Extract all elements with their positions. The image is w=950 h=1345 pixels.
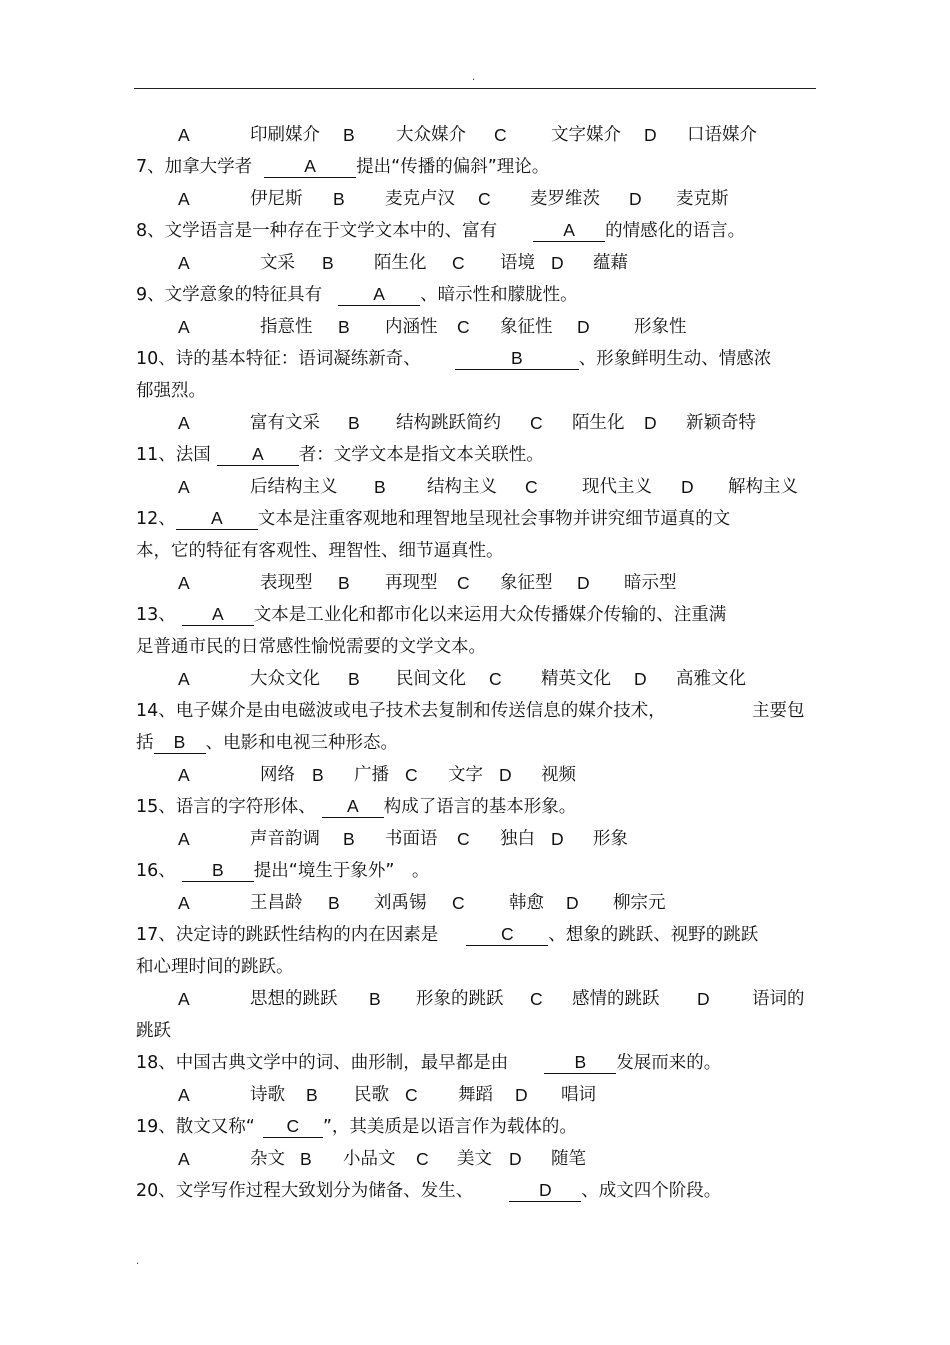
- option-label-a: A: [178, 1085, 190, 1105]
- question-13: [136, 603, 726, 627]
- option-label-b: B: [328, 893, 340, 913]
- option-text-a: 印刷媒介: [250, 125, 320, 145]
- option-label-b: B: [338, 573, 350, 593]
- option-text-c: 韩愈: [509, 893, 544, 913]
- option-text-c: 精英文化: [541, 669, 611, 689]
- option-label-d: D: [566, 893, 579, 913]
- question-9: [136, 283, 578, 307]
- option-text-a: 思想的跳跃: [250, 989, 338, 1009]
- option-text-b: 再现型: [385, 573, 438, 593]
- question-text: 12、: [136, 509, 176, 529]
- question-7: [136, 155, 549, 179]
- option-label-d: D: [644, 413, 657, 433]
- option-label-d: D: [551, 829, 564, 849]
- question-text-after: 者：文学文本是指文本关联性。: [298, 445, 544, 465]
- option-label-a: A: [178, 669, 190, 689]
- question-18: [136, 1051, 721, 1075]
- option-row-17-continued: 跳跃: [136, 1021, 171, 1041]
- question-14-continued: [136, 731, 398, 755]
- option-label-c: C: [452, 253, 465, 273]
- option-text-b: 小品文: [343, 1149, 396, 1169]
- answer-blank: D: [509, 1180, 581, 1202]
- header-rule: [134, 88, 816, 89]
- option-text-c: 舞蹈: [458, 1085, 493, 1105]
- option-text-a: 杂文: [250, 1149, 285, 1169]
- option-label-b: B: [369, 989, 381, 1009]
- answer-blank: A: [176, 508, 258, 530]
- option-label-b: B: [306, 1085, 318, 1105]
- option-text-a: 网络: [260, 765, 295, 785]
- option-text-d: 蕴藉: [593, 253, 628, 273]
- question-text-after: 、形象鲜明生动、情感浓: [578, 349, 772, 369]
- question-text-after: 、想象的跳跃、视野的跳跃: [548, 925, 759, 945]
- option-label-a: A: [178, 477, 190, 497]
- option-text-b: 大众媒介: [396, 125, 466, 145]
- answer-blank: B: [182, 860, 254, 882]
- option-text-d: 麦克斯: [676, 189, 729, 209]
- option-text-c: 陌生化: [572, 413, 625, 433]
- option-label-b: B: [333, 189, 345, 209]
- option-text-c: 感情的跳跃: [572, 989, 660, 1009]
- option-label-d: D: [577, 573, 590, 593]
- option-text-b: 民间文化: [396, 669, 466, 689]
- option-label-c: C: [457, 829, 470, 849]
- option-label-c: C: [530, 989, 543, 1009]
- question-14: [136, 699, 666, 723]
- question-text-after: 文本是工业化和都市化以来运用大众传播媒介传输的、注重满: [253, 605, 727, 625]
- question-text: 10、诗的基本特征：语词凝练新奇、: [136, 349, 421, 369]
- question-13-continued: 足普通市民的日常感性愉悦需要的文学文本。: [136, 637, 486, 657]
- question-text-after: 、成文四个阶段。: [581, 1181, 722, 1201]
- option-text-a: 声音韵调: [250, 829, 320, 849]
- option-label-a: A: [178, 573, 190, 593]
- question-11: [136, 443, 544, 467]
- question-text: 14、电子媒介是由电磁波或电子技术去复制和传送信息的媒介技术，: [136, 701, 666, 721]
- option-text-c: 语境: [500, 253, 535, 273]
- question-text: 19、散文又称“: [136, 1117, 255, 1137]
- answer-blank: B: [154, 732, 206, 754]
- option-text-b: 结构跳跃简约: [396, 413, 501, 433]
- option-label-d: D: [551, 253, 564, 273]
- option-label-b: B: [338, 317, 350, 337]
- option-text-a: 伊尼斯: [250, 189, 303, 209]
- option-text-b: 结构主义: [427, 477, 497, 497]
- option-label-b: B: [348, 413, 360, 433]
- answer-blank: A: [322, 796, 384, 818]
- option-label-d: D: [577, 317, 590, 337]
- option-text-b: 广播: [354, 765, 389, 785]
- option-label-b: B: [322, 253, 334, 273]
- question-10: [136, 347, 771, 371]
- question-text-after: 、暗示性和朦胧性。: [420, 285, 578, 305]
- question-16: [136, 859, 429, 883]
- option-label-a: A: [178, 413, 190, 433]
- answer-blank: C: [466, 924, 548, 946]
- question-text: 17、决定诗的跳跃性结构的内在因素是: [136, 925, 439, 945]
- option-label-c: C: [478, 189, 491, 209]
- option-text-a: 富有文采: [250, 413, 320, 433]
- option-text-d: 语词的: [752, 989, 805, 1009]
- option-label-a: A: [178, 317, 190, 337]
- option-text-b: 书面语: [385, 829, 438, 849]
- option-label-a: A: [178, 765, 190, 785]
- option-text-c: 象征性: [500, 317, 553, 337]
- option-text-c: 独白: [500, 829, 535, 849]
- option-text-c: 美文: [457, 1149, 492, 1169]
- option-label-c: C: [530, 413, 543, 433]
- option-text-d: 口语媒介: [687, 125, 757, 145]
- option-label-d: D: [697, 989, 710, 1009]
- option-label-d: D: [509, 1149, 522, 1169]
- option-label-a: A: [178, 1149, 190, 1169]
- answer-blank: A: [533, 220, 605, 242]
- option-label-a: A: [178, 893, 190, 913]
- question-text-after: 提出“境生于象外” 。: [253, 861, 430, 881]
- option-text-d: 新颖奇特: [686, 413, 756, 433]
- answer-blank: A: [217, 444, 299, 466]
- option-text-d: 形象: [593, 829, 628, 849]
- option-label-b: B: [343, 125, 355, 145]
- question-text-after: 构成了语言的基本形象。: [383, 797, 577, 817]
- option-label-b: B: [374, 477, 386, 497]
- answer-blank: A: [182, 604, 254, 626]
- question-10-continued: 郁强烈。: [136, 381, 206, 401]
- question-text: 13、: [136, 605, 176, 625]
- option-label-a: A: [178, 253, 190, 273]
- option-label-b: B: [343, 829, 355, 849]
- option-text-b: 刘禹锡: [374, 893, 427, 913]
- answer-blank: B: [544, 1052, 616, 1074]
- answer-blank: A: [264, 156, 356, 178]
- option-label-a: A: [178, 189, 190, 209]
- option-label-a: A: [178, 989, 190, 1009]
- option-text-d: 视频: [541, 765, 576, 785]
- answer-blank: B: [455, 348, 579, 370]
- option-text-a: 大众文化: [250, 669, 320, 689]
- option-label-c: C: [416, 1149, 429, 1169]
- option-label-d: D: [681, 477, 694, 497]
- option-label-d: D: [634, 669, 647, 689]
- question-text-after: 发展而来的。: [616, 1053, 722, 1073]
- option-text-c: 麦罗维茨: [530, 189, 600, 209]
- question-text: 括: [136, 733, 154, 753]
- option-label-d: D: [499, 765, 512, 785]
- option-label-d: D: [629, 189, 642, 209]
- question-19: [136, 1115, 577, 1139]
- option-text-d: 唱词: [561, 1085, 596, 1105]
- option-text-b: 麦克卢汉: [385, 189, 455, 209]
- option-text-c: 现代主义: [582, 477, 652, 497]
- option-label-c: C: [405, 765, 418, 785]
- option-label-c: C: [457, 317, 470, 337]
- option-label-b: B: [300, 1149, 312, 1169]
- option-text-b: 形象的跳跃: [416, 989, 504, 1009]
- question-text: 11、法国: [136, 445, 211, 465]
- option-text-d: 柳宗元: [613, 893, 666, 913]
- question-text-after: 提出“传播的偏斜”理论。: [356, 157, 550, 177]
- option-label-d: D: [515, 1085, 528, 1105]
- question-text-after: 的情感化的语言。: [605, 221, 746, 241]
- question-text: 7、加拿大学者: [136, 157, 253, 177]
- question-8: [136, 219, 745, 243]
- question-20: [136, 1179, 721, 1203]
- header-mark: .: [472, 72, 476, 83]
- option-text-b: 民歌: [354, 1085, 389, 1105]
- option-label-c: C: [525, 477, 538, 497]
- option-label-c: C: [494, 125, 507, 145]
- question-text-after: 文本是注重客观地和理智地呈现社会事物并讲究细节逼真的文: [257, 509, 731, 529]
- question-12-continued: 本，它的特征有客观性、理智性、细节逼真性。: [136, 541, 504, 561]
- question-text-after: ”，其美质是以语言作为载体的。: [322, 1117, 577, 1137]
- option-text-a: 诗歌: [250, 1085, 285, 1105]
- option-text-d: 解构主义: [728, 477, 798, 497]
- option-label-c: C: [405, 1085, 418, 1105]
- question-text: 8、文学语言是一种存在于文学文本中的、富有: [136, 221, 498, 241]
- question-text: 16、: [136, 861, 176, 881]
- option-label-c: C: [489, 669, 502, 689]
- question-17: [136, 923, 758, 947]
- option-text-d: 暗示型: [624, 573, 677, 593]
- option-text-b: 陌生化: [374, 253, 427, 273]
- answer-blank: A: [338, 284, 420, 306]
- answer-blank: C: [263, 1116, 323, 1138]
- option-text-d: 高雅文化: [676, 669, 746, 689]
- option-label-c: C: [457, 573, 470, 593]
- option-label-b: B: [312, 765, 324, 785]
- option-text-a: 文采: [260, 253, 295, 273]
- question-text: 18、中国古典文学中的词、曲形制，最早都是由: [136, 1053, 509, 1073]
- question-15: [136, 795, 576, 819]
- option-text-a: 王昌龄: [250, 893, 303, 913]
- option-text-a: 指意性: [260, 317, 313, 337]
- option-text-a: 表现型: [260, 573, 313, 593]
- option-label-a: A: [178, 125, 190, 145]
- question-12: [136, 507, 730, 531]
- option-label-d: D: [644, 125, 657, 145]
- option-label-c: C: [452, 893, 465, 913]
- option-label-a: A: [178, 829, 190, 849]
- option-text-b: 内涵性: [385, 317, 438, 337]
- question-14-tail: 主要包: [752, 701, 805, 721]
- option-text-c: 文字: [448, 765, 483, 785]
- question-text: 15、语言的字符形体、: [136, 797, 316, 817]
- option-text-a: 后结构主义: [250, 477, 338, 497]
- option-text-c: 象征型: [500, 573, 553, 593]
- question-text: 20、文学写作过程大致划分为储备、发生、: [136, 1181, 474, 1201]
- question-text-after: 、电影和电视三种形态。: [205, 733, 398, 753]
- footer-mark: .: [136, 1256, 140, 1267]
- option-text-c: 文字媒介: [551, 125, 621, 145]
- question-17-continued: 和心理时间的跳跃。: [136, 957, 294, 977]
- option-text-d: 形象性: [634, 317, 687, 337]
- option-text-d: 随笔: [551, 1149, 586, 1169]
- question-text: 9、文学意象的特征具有: [136, 285, 323, 305]
- option-label-b: B: [348, 669, 360, 689]
